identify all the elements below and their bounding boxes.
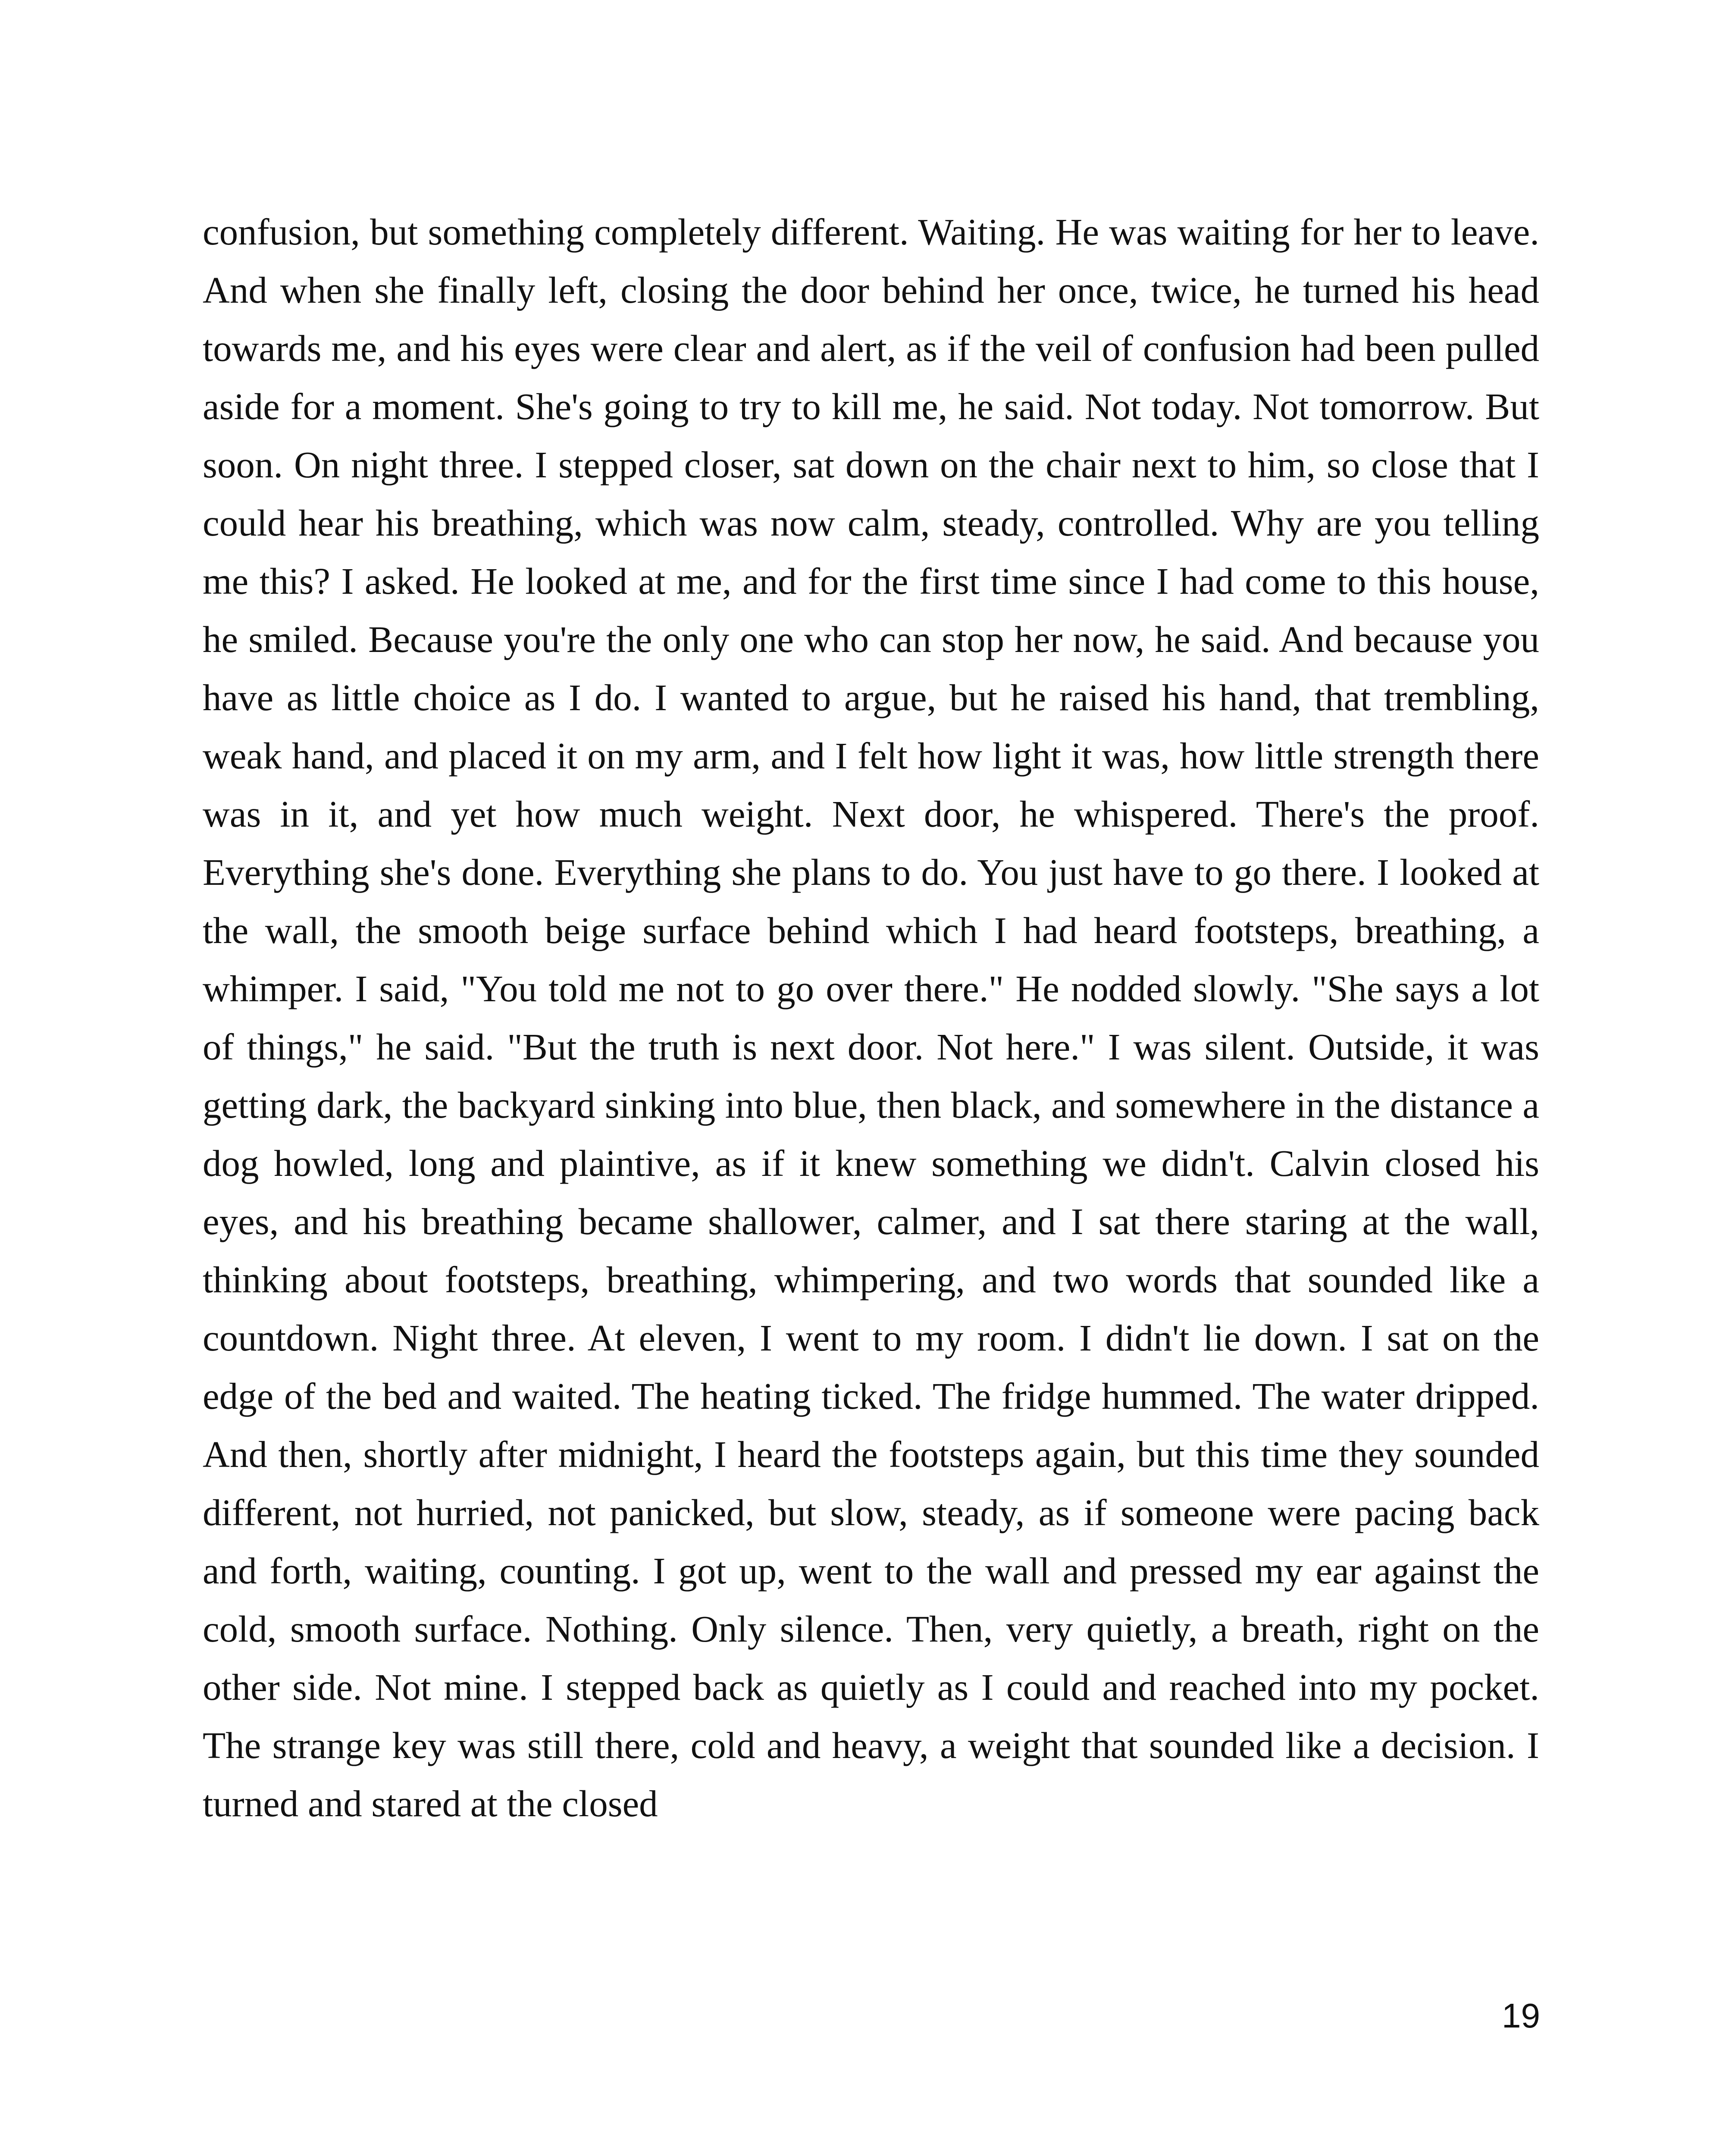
- page-number: 19: [1502, 1996, 1540, 2035]
- body-paragraph: confusion, but something completely different. Waiting. He was waiting for her to leave. And when she finally left, closing the door behind her once, twice, he turned his head towards me, and his eyes were clear and alert, as if the veil of confusion had been pulled aside for a moment. She's going to try to kill me, he said. Not today. Not tomorrow. But soon. On night three. I stepped closer, sat down on the chair next to him, so close that I could hear his breathing, which was now calm, steady, controlled. Why are you telling me this? I asked. He looked at me, and for the first time since I had come to this house, he smiled. Because you're the only one who can stop her now, he said. And because you have as little choice as I do. I wanted to argue, but he raised his hand, that trembling, weak hand, and placed it on my arm, and I felt how light it was, how little strength there was in it, and yet how much weight. Next door, he whispered. There's the proof. Everything she's done. Everything she plans to do. You just have to go there. I looked at the wall, the smooth beige surface behind which I had heard footsteps, breathing, a whimper. I said, "You told me not to go over there." He nodded slowly. "She says a lot of things," he said. "But the truth is next door. Not here." I was silent. Outside, it was getting dark, the backyard sinking into blue, then black, and somewhere in the distance a dog howled, long and plaintive, as if it knew something we didn't. Calvin closed his eyes, and his breathing became shallower, calmer, and I sat there staring at the wall, thinking about footsteps, breathing, whimpering, and two words that sounded like a countdown. Night three. At eleven, I went to my room. I didn't lie down. I sat on the edge of the bed and waited. The heating ticked. The fridge hummed. The water dripped. And then, shortly after midnight, I heard the footsteps again, but this time they sounded different, not hurried, not panicked, but slow, steady, as if someone were pacing back and forth, waiting, counting. I got up, went to the wall and pressed my ear against the cold, smooth surface. Nothing. Only silence. Then, very quietly, a breath, right on the other side. Not mine. I stepped back as quietly as I could and reached into my pocket. The strange key was still there, cold and heavy, a weight that sounded like a decision. I turned and stared at the closed: [203, 211, 1539, 1824]
